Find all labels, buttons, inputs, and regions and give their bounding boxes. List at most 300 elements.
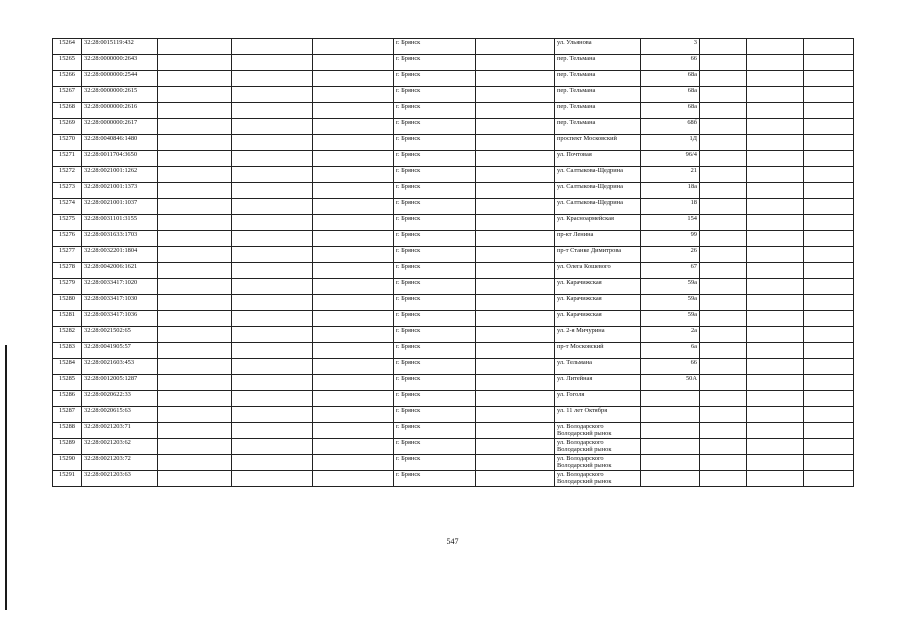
city-cell: г. Брянск xyxy=(394,423,476,439)
table-body xyxy=(53,39,854,487)
row-number: 15265 xyxy=(53,55,82,71)
empty-cell xyxy=(232,359,313,375)
empty-cell xyxy=(804,119,854,135)
empty-cell xyxy=(700,455,747,471)
street-cell: ул. Салтыкова-Щедрина xyxy=(555,183,641,199)
city-cell: г. Брянск xyxy=(394,119,476,135)
empty-cell xyxy=(700,471,747,487)
empty-cell xyxy=(804,359,854,375)
empty-cell xyxy=(747,103,804,119)
empty-cell xyxy=(700,311,747,327)
empty-cell xyxy=(804,375,854,391)
empty-cell xyxy=(804,87,854,103)
table-row xyxy=(53,439,854,455)
empty-cell xyxy=(158,391,232,407)
house-number xyxy=(641,391,700,407)
empty-cell xyxy=(313,55,394,71)
empty-cell xyxy=(476,375,555,391)
empty-cell xyxy=(232,407,313,423)
empty-cell xyxy=(700,215,747,231)
street-cell: ул. Тельмана xyxy=(555,359,641,375)
row-number: 15282 xyxy=(53,327,82,343)
house-number: 59а xyxy=(641,311,700,327)
empty-cell xyxy=(476,439,555,455)
empty-cell xyxy=(700,135,747,151)
cadastral-number: 32:28:0032201:1804 xyxy=(82,247,158,263)
empty-cell xyxy=(158,311,232,327)
empty-cell xyxy=(313,231,394,247)
empty-cell xyxy=(232,471,313,487)
house-number: 67 xyxy=(641,263,700,279)
city-cell: г. Брянск xyxy=(394,327,476,343)
table-row xyxy=(53,455,854,471)
street-cell xyxy=(555,455,641,471)
cadastral-number: 32:28:0000000:2643 xyxy=(82,55,158,71)
row-number: 15266 xyxy=(53,71,82,87)
cadastral-number: 32:28:0042006:1621 xyxy=(82,263,158,279)
empty-cell xyxy=(232,263,313,279)
house-number: 50А xyxy=(641,375,700,391)
empty-cell xyxy=(747,71,804,87)
table-row xyxy=(53,343,854,359)
cadastral-number: 32:28:0031633:1703 xyxy=(82,231,158,247)
table-row xyxy=(53,231,854,247)
cadastral-number: 32:28:0021001:1373 xyxy=(82,183,158,199)
cadastral-number: 32:28:0000000:2615 xyxy=(82,87,158,103)
empty-cell xyxy=(313,423,394,439)
house-number: 59а xyxy=(641,279,700,295)
house-number: 6а xyxy=(641,343,700,359)
cadastral-number: 32:28:0021203:62 xyxy=(82,439,158,455)
house-number: 99 xyxy=(641,231,700,247)
row-number: 15273 xyxy=(53,183,82,199)
empty-cell xyxy=(700,391,747,407)
table-row xyxy=(53,327,854,343)
empty-cell xyxy=(804,183,854,199)
empty-cell xyxy=(700,343,747,359)
empty-cell xyxy=(476,87,555,103)
empty-cell xyxy=(313,279,394,295)
empty-cell xyxy=(476,471,555,487)
row-number: 15291 xyxy=(53,471,82,487)
empty-cell xyxy=(476,359,555,375)
empty-cell xyxy=(313,359,394,375)
empty-cell xyxy=(158,55,232,71)
cadastral-number: 32:28:0021603:453 xyxy=(82,359,158,375)
street-cell: пер. Тельмана xyxy=(555,87,641,103)
row-number: 15270 xyxy=(53,135,82,151)
street-cell: ул. Красноармейская xyxy=(555,215,641,231)
empty-cell xyxy=(804,279,854,295)
street-cell: ул. Карачижская xyxy=(555,311,641,327)
house-number: 68а xyxy=(641,71,700,87)
city-cell: г. Брянск xyxy=(394,151,476,167)
row-number: 15268 xyxy=(53,103,82,119)
house-number xyxy=(641,407,700,423)
empty-cell xyxy=(700,375,747,391)
cadastral-number: 32:28:0041905:57 xyxy=(82,343,158,359)
empty-cell xyxy=(232,455,313,471)
empty-cell xyxy=(747,167,804,183)
empty-cell xyxy=(232,135,313,151)
empty-cell xyxy=(232,183,313,199)
empty-cell xyxy=(476,295,555,311)
house-number: 21 xyxy=(641,167,700,183)
empty-cell xyxy=(700,167,747,183)
street-cell: ул. Карачижская xyxy=(555,295,641,311)
city-cell: г. Брянск xyxy=(394,391,476,407)
empty-cell xyxy=(476,247,555,263)
empty-cell xyxy=(158,87,232,103)
empty-cell xyxy=(158,231,232,247)
table-row xyxy=(53,39,854,55)
empty-cell xyxy=(476,343,555,359)
empty-cell xyxy=(158,439,232,455)
empty-cell xyxy=(804,471,854,487)
empty-cell xyxy=(158,167,232,183)
house-number xyxy=(641,455,700,471)
empty-cell xyxy=(747,55,804,71)
empty-cell xyxy=(313,183,394,199)
house-number: 2а xyxy=(641,327,700,343)
empty-cell xyxy=(747,439,804,455)
empty-cell xyxy=(476,231,555,247)
row-number: 15269 xyxy=(53,119,82,135)
empty-cell xyxy=(232,39,313,55)
street-text: ул. Володарского Володарский рынок xyxy=(557,439,612,453)
table-row xyxy=(53,151,854,167)
empty-cell xyxy=(804,343,854,359)
empty-cell xyxy=(700,327,747,343)
empty-cell xyxy=(804,135,854,151)
empty-cell xyxy=(232,151,313,167)
street-cell: пр-т Станке Димитрова xyxy=(555,247,641,263)
row-number: 15280 xyxy=(53,295,82,311)
table-row xyxy=(53,279,854,295)
row-number: 15290 xyxy=(53,455,82,471)
empty-cell xyxy=(232,391,313,407)
empty-cell xyxy=(700,295,747,311)
empty-cell xyxy=(313,375,394,391)
city-cell: г. Брянск xyxy=(394,55,476,71)
street-text: ул. Володарского Володарский рынок xyxy=(557,471,612,485)
empty-cell xyxy=(158,247,232,263)
empty-cell xyxy=(313,263,394,279)
empty-cell xyxy=(747,247,804,263)
empty-cell xyxy=(747,135,804,151)
empty-cell xyxy=(804,151,854,167)
empty-cell xyxy=(700,407,747,423)
empty-cell xyxy=(476,167,555,183)
table-row xyxy=(53,199,854,215)
empty-cell xyxy=(747,343,804,359)
street-cell: ул. Олега Кошевого xyxy=(555,263,641,279)
street-text: ул. Володарского Володарский рынок xyxy=(557,455,612,469)
cadastral-number: 32:28:0000000:2544 xyxy=(82,71,158,87)
street-cell: ул. Карачижская xyxy=(555,279,641,295)
table-row xyxy=(53,215,854,231)
house-number xyxy=(641,439,700,455)
row-number: 15281 xyxy=(53,311,82,327)
cadastral-number: 32:28:0031101:3155 xyxy=(82,215,158,231)
empty-cell xyxy=(747,39,804,55)
table-row xyxy=(53,103,854,119)
empty-cell xyxy=(232,279,313,295)
register-table-wrapper xyxy=(52,38,853,487)
empty-cell xyxy=(700,359,747,375)
row-number: 15279 xyxy=(53,279,82,295)
house-number: 154 xyxy=(641,215,700,231)
cadastral-number: 32:28:0040846:1480 xyxy=(82,135,158,151)
empty-cell xyxy=(476,263,555,279)
table-row xyxy=(53,183,854,199)
table-row xyxy=(53,375,854,391)
house-number: 59а xyxy=(641,295,700,311)
city-cell: г. Брянск xyxy=(394,183,476,199)
cadastral-number: 32:28:0033417:1030 xyxy=(82,295,158,311)
table-row xyxy=(53,247,854,263)
table-row xyxy=(53,471,854,487)
table-row xyxy=(53,71,854,87)
street-cell: ул. Литейная xyxy=(555,375,641,391)
empty-cell xyxy=(232,55,313,71)
empty-cell xyxy=(313,247,394,263)
empty-cell xyxy=(158,39,232,55)
empty-cell xyxy=(232,215,313,231)
empty-cell xyxy=(313,71,394,87)
empty-cell xyxy=(232,87,313,103)
empty-cell xyxy=(232,327,313,343)
empty-cell xyxy=(476,39,555,55)
empty-cell xyxy=(700,263,747,279)
empty-cell xyxy=(313,455,394,471)
empty-cell xyxy=(804,247,854,263)
house-number xyxy=(641,471,700,487)
street-cell: пр-т Московский xyxy=(555,343,641,359)
empty-cell xyxy=(747,311,804,327)
empty-cell xyxy=(804,423,854,439)
empty-cell xyxy=(747,295,804,311)
street-cell: ул. 2-я Мичурина xyxy=(555,327,641,343)
street-cell: ул. 11 лет Октября xyxy=(555,407,641,423)
empty-cell xyxy=(700,55,747,71)
empty-cell xyxy=(747,215,804,231)
empty-cell xyxy=(747,375,804,391)
city-cell: г. Брянск xyxy=(394,359,476,375)
empty-cell xyxy=(476,183,555,199)
street-cell: ул. Салтыкова-Щедрина xyxy=(555,199,641,215)
empty-cell xyxy=(313,471,394,487)
empty-cell xyxy=(700,39,747,55)
empty-cell xyxy=(700,183,747,199)
empty-cell xyxy=(476,71,555,87)
house-number: 26 xyxy=(641,247,700,263)
table-row xyxy=(53,311,854,327)
row-number: 15274 xyxy=(53,199,82,215)
empty-cell xyxy=(158,327,232,343)
empty-cell xyxy=(313,103,394,119)
empty-cell xyxy=(158,375,232,391)
empty-cell xyxy=(700,87,747,103)
city-cell: г. Брянск xyxy=(394,231,476,247)
street-cell: ул. Салтыкова-Щедрина xyxy=(555,167,641,183)
row-number: 15276 xyxy=(53,231,82,247)
empty-cell xyxy=(700,231,747,247)
empty-cell xyxy=(804,71,854,87)
empty-cell xyxy=(804,231,854,247)
empty-cell xyxy=(158,455,232,471)
city-cell: г. Брянск xyxy=(394,247,476,263)
empty-cell xyxy=(476,119,555,135)
empty-cell xyxy=(232,119,313,135)
cadastral-number: 32:28:0021502:65 xyxy=(82,327,158,343)
cadastral-number: 32:28:0033417:1020 xyxy=(82,279,158,295)
empty-cell xyxy=(476,151,555,167)
city-cell: г. Брянск xyxy=(394,439,476,455)
street-cell: пер. Тельмана xyxy=(555,119,641,135)
empty-cell xyxy=(158,215,232,231)
cadastral-number: 32:28:0015119:432 xyxy=(82,39,158,55)
empty-cell xyxy=(804,407,854,423)
city-cell: г. Брянск xyxy=(394,407,476,423)
row-number: 15284 xyxy=(53,359,82,375)
city-cell: г. Брянск xyxy=(394,455,476,471)
street-cell: ул. Гоголя xyxy=(555,391,641,407)
cadastral-number: 32:28:0021203:72 xyxy=(82,455,158,471)
empty-cell xyxy=(313,151,394,167)
empty-cell xyxy=(804,199,854,215)
empty-cell xyxy=(747,279,804,295)
table-row xyxy=(53,135,854,151)
cadastral-number: 32:28:0011704:3650 xyxy=(82,151,158,167)
empty-cell xyxy=(313,135,394,151)
empty-cell xyxy=(747,391,804,407)
empty-cell xyxy=(158,407,232,423)
empty-cell xyxy=(232,167,313,183)
scan-margin-mark xyxy=(5,345,7,610)
cadastral-number: 32:28:0033417:1036 xyxy=(82,311,158,327)
empty-cell xyxy=(158,119,232,135)
empty-cell xyxy=(476,103,555,119)
empty-cell xyxy=(158,471,232,487)
row-number: 15288 xyxy=(53,423,82,439)
empty-cell xyxy=(158,423,232,439)
empty-cell xyxy=(232,103,313,119)
house-number: 3 xyxy=(641,39,700,55)
city-cell: г. Брянск xyxy=(394,103,476,119)
empty-cell xyxy=(476,423,555,439)
empty-cell xyxy=(158,71,232,87)
empty-cell xyxy=(476,215,555,231)
empty-cell xyxy=(804,327,854,343)
empty-cell xyxy=(747,183,804,199)
table-row xyxy=(53,423,854,439)
table-row xyxy=(53,359,854,375)
empty-cell xyxy=(313,215,394,231)
empty-cell xyxy=(747,471,804,487)
empty-cell xyxy=(804,215,854,231)
empty-cell xyxy=(476,199,555,215)
house-number: 1Д xyxy=(641,135,700,151)
house-number: 66 xyxy=(641,359,700,375)
empty-cell xyxy=(158,343,232,359)
street-cell xyxy=(555,439,641,455)
empty-cell xyxy=(232,199,313,215)
cadastral-number: 32:28:0000000:2617 xyxy=(82,119,158,135)
empty-cell xyxy=(804,167,854,183)
empty-cell xyxy=(476,327,555,343)
cadastral-number: 32:28:0021001:1262 xyxy=(82,167,158,183)
empty-cell xyxy=(158,135,232,151)
empty-cell xyxy=(804,39,854,55)
empty-cell xyxy=(158,295,232,311)
empty-cell xyxy=(232,311,313,327)
empty-cell xyxy=(804,439,854,455)
empty-cell xyxy=(804,263,854,279)
city-cell: г. Брянск xyxy=(394,263,476,279)
city-cell: г. Брянск xyxy=(394,167,476,183)
empty-cell xyxy=(804,391,854,407)
street-cell: пер. Тельмана xyxy=(555,103,641,119)
empty-cell xyxy=(476,55,555,71)
house-number: 68а xyxy=(641,87,700,103)
empty-cell xyxy=(158,183,232,199)
city-cell: г. Брянск xyxy=(394,311,476,327)
empty-cell xyxy=(700,247,747,263)
city-cell: г. Брянск xyxy=(394,295,476,311)
street-cell: ул. Ульянова xyxy=(555,39,641,55)
city-cell: г. Брянск xyxy=(394,39,476,55)
empty-cell xyxy=(313,119,394,135)
cadastral-number: 32:28:0020615:63 xyxy=(82,407,158,423)
house-number: 68б xyxy=(641,119,700,135)
row-number: 15267 xyxy=(53,87,82,103)
empty-cell xyxy=(747,359,804,375)
empty-cell xyxy=(700,103,747,119)
street-cell xyxy=(555,471,641,487)
empty-cell xyxy=(747,263,804,279)
register-table xyxy=(52,38,854,487)
table-row xyxy=(53,263,854,279)
city-cell: г. Брянск xyxy=(394,343,476,359)
empty-cell xyxy=(158,103,232,119)
cadastral-number: 32:28:0021203:63 xyxy=(82,471,158,487)
empty-cell xyxy=(313,439,394,455)
empty-cell xyxy=(313,407,394,423)
city-cell: г. Брянск xyxy=(394,215,476,231)
street-cell: пер. Тельмана xyxy=(555,71,641,87)
empty-cell xyxy=(476,391,555,407)
empty-cell xyxy=(232,375,313,391)
empty-cell xyxy=(700,439,747,455)
row-number: 15277 xyxy=(53,247,82,263)
empty-cell xyxy=(313,87,394,103)
empty-cell xyxy=(804,311,854,327)
empty-cell xyxy=(313,343,394,359)
empty-cell xyxy=(476,311,555,327)
empty-cell xyxy=(232,247,313,263)
table-row xyxy=(53,55,854,71)
cadastral-number: 32:28:0021001:1037 xyxy=(82,199,158,215)
empty-cell xyxy=(747,119,804,135)
house-number: 18а xyxy=(641,183,700,199)
empty-cell xyxy=(313,311,394,327)
house-number: 18 xyxy=(641,199,700,215)
city-cell: г. Брянск xyxy=(394,375,476,391)
table-row xyxy=(53,391,854,407)
house-number: 68а xyxy=(641,103,700,119)
row-number: 15264 xyxy=(53,39,82,55)
